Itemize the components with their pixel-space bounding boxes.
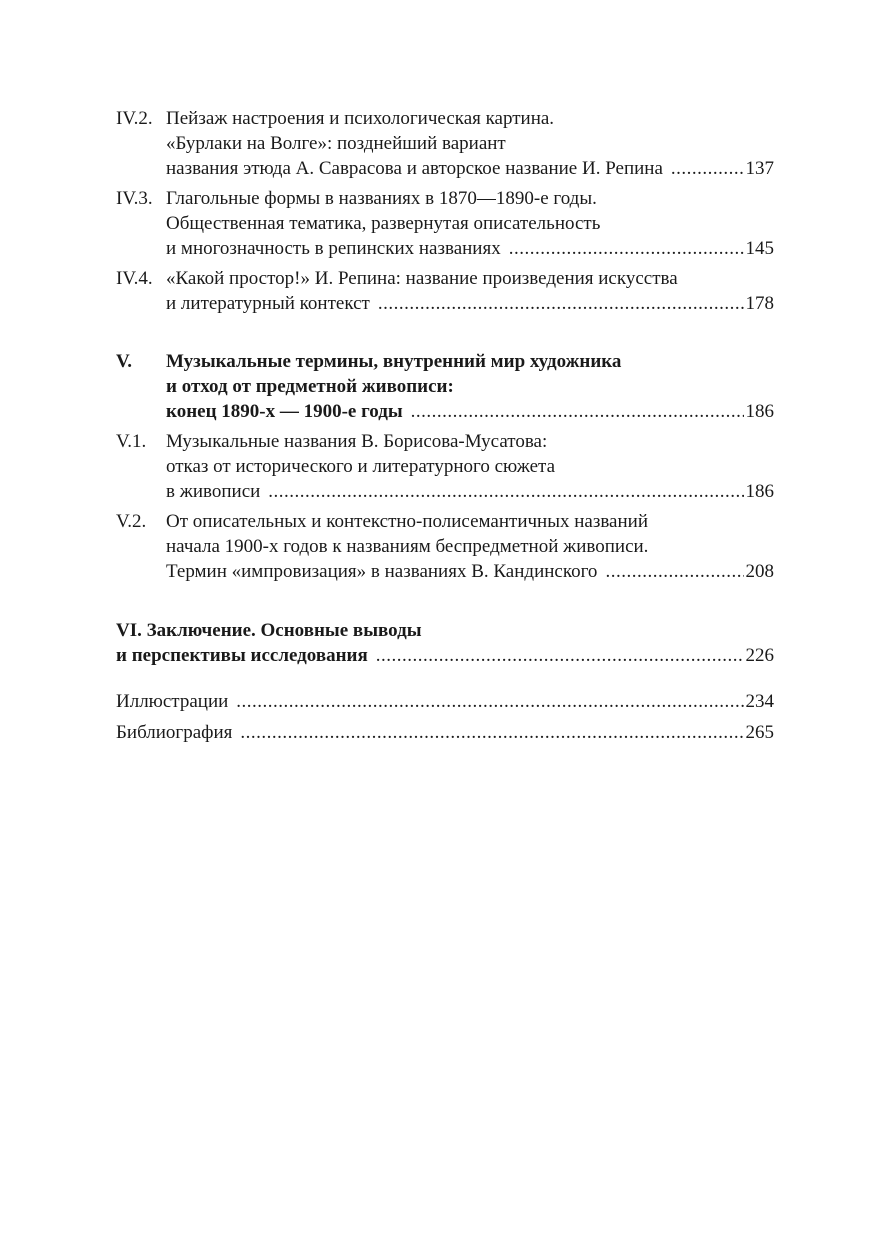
toc-entry-iv-2[interactable]: [116, 106, 774, 181]
title-line: и многозначность в репинских названиях: [166, 238, 501, 259]
page-number: 226: [745, 645, 774, 666]
title-line: в живописи: [166, 481, 261, 502]
section-number: IV.4.: [116, 268, 153, 289]
title-line: От описательных и контекстно-полисемантичных названий: [166, 511, 648, 532]
title-line: Пейзаж настроения и психологическая картина.: [166, 108, 555, 129]
page-number: 265: [745, 722, 774, 743]
title-line: VI. Заключение. Основные выводы: [116, 620, 422, 641]
section-title: [166, 429, 774, 504]
section-number: V.2.: [116, 511, 147, 532]
title-last-line: [166, 479, 774, 504]
section-number: IV.3.: [116, 188, 153, 209]
dot-leader: [605, 559, 743, 584]
title-line: Термин «импровизация» в названиях В. Кандинского: [166, 561, 598, 582]
section-title: [166, 186, 774, 261]
section-title: Иллюстрации: [116, 691, 229, 712]
section-number: IV.2.: [116, 108, 153, 129]
dot-leader: [376, 643, 744, 668]
toc-entry-iv-4[interactable]: [116, 266, 774, 316]
title-line: названия этюда А. Саврасова и авторское название И. Репина: [166, 158, 663, 179]
title-last-line: [166, 291, 774, 316]
dot-leader: [268, 479, 743, 504]
section-title: [166, 349, 774, 424]
toc-entry-iv-3[interactable]: [116, 186, 774, 261]
page-number: 145: [745, 238, 774, 259]
title-last-line: [166, 399, 774, 424]
title-line: Музыкальные названия В. Борисова-Мусатова:: [166, 431, 548, 452]
toc-entry-v-2[interactable]: [116, 509, 774, 584]
table-of-contents: [116, 106, 774, 751]
section-title: [166, 509, 774, 584]
page-number: 186: [745, 401, 774, 422]
title-line: «Бурлаки на Волге»: позднейший вариант: [166, 133, 506, 154]
section-title: [166, 266, 774, 316]
page-number: 234: [745, 691, 774, 712]
section-title: Библиография: [116, 722, 233, 743]
dot-leader: [411, 399, 744, 424]
title-last-line: [116, 689, 774, 714]
dot-leader: [236, 689, 743, 714]
section-title: [166, 106, 774, 181]
title-last-line: [166, 156, 774, 181]
title-line: и отход от предметной живописи:: [166, 376, 454, 397]
toc-entry-v-1[interactable]: [116, 429, 774, 504]
title-line: и литературный контекст: [166, 293, 370, 314]
dot-leader: [671, 156, 744, 181]
page-number: 208: [745, 561, 774, 582]
title-last-line: [116, 643, 774, 668]
title-last-line: [116, 720, 774, 745]
title-last-line: [166, 559, 774, 584]
dot-leader: [378, 291, 744, 316]
toc-entry-illustrations[interactable]: [116, 689, 774, 714]
title-line: Общественная тематика, развернутая описательность: [166, 213, 601, 234]
section-title: [116, 618, 774, 668]
page-number: 178: [745, 293, 774, 314]
toc-entry-bibliography[interactable]: [116, 720, 774, 745]
page-number: 137: [745, 158, 774, 179]
section-number: V.1.: [116, 431, 147, 452]
toc-entry-v[interactable]: [116, 349, 774, 424]
dot-leader: [240, 720, 743, 745]
title-last-line: [166, 236, 774, 261]
section-number: V.: [116, 351, 133, 372]
title-line: «Какой простор!» И. Репина: название произведения искусства: [166, 268, 678, 289]
title-line: Музыкальные термины, внутренний мир художника: [166, 351, 622, 372]
toc-entry-vi[interactable]: [116, 618, 774, 668]
title-line: отказ от исторического и литературного сюжета: [166, 456, 556, 477]
page-number: 186: [745, 481, 774, 502]
title-line: конец 1890-х — 1900-е годы: [166, 401, 403, 422]
title-line: начала 1900-х годов к названиям беспредметной живописи.: [166, 536, 649, 557]
title-line: Глагольные формы в названиях в 1870—1890-е годы.: [166, 188, 597, 209]
dot-leader: [509, 236, 744, 261]
title-line: и перспективы исследования: [116, 645, 368, 666]
